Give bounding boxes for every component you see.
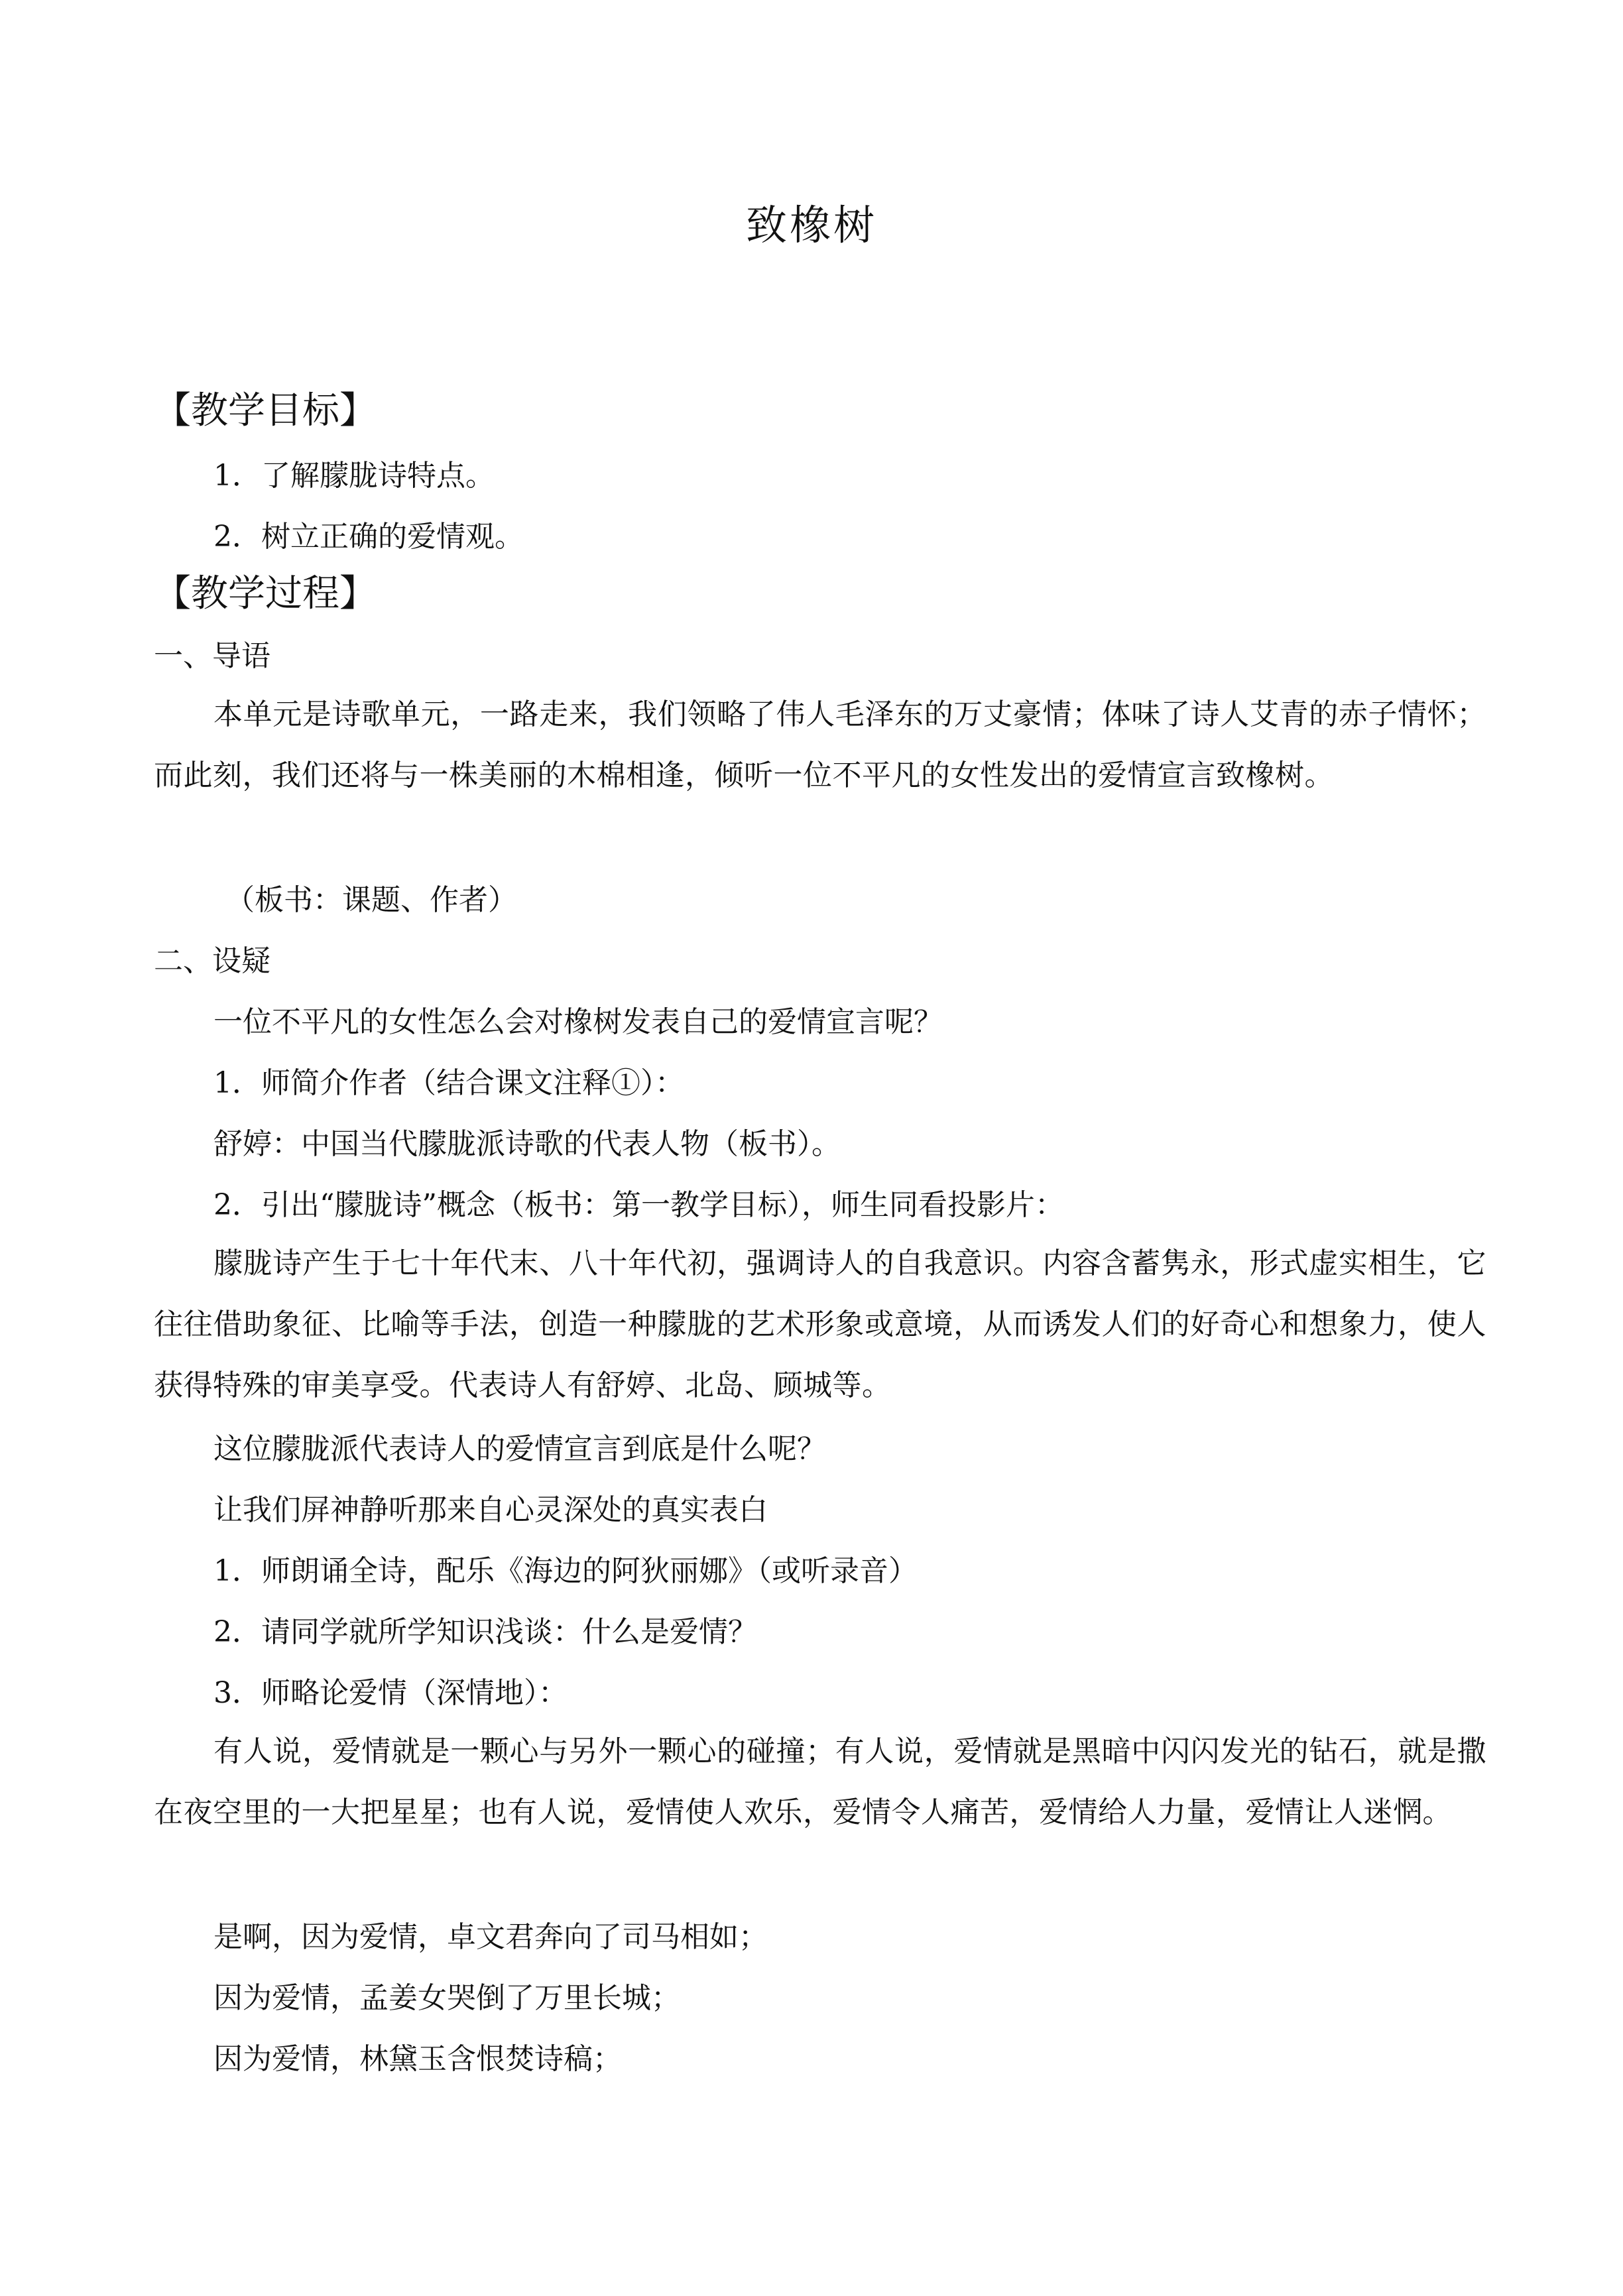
- example-line-1: 是啊，因为爱情，卓文君奔向了司马相如；: [213, 1920, 768, 1954]
- objective-item-2: 2．树立正确的爱情观。: [213, 520, 524, 554]
- step-concept: 2．引出“朦胧诗”概念（板书：第一教学目标），师生同看投影片：: [213, 1188, 1064, 1222]
- document-title: 致橡树: [745, 201, 877, 249]
- part1-heading: 一、导语: [154, 639, 270, 673]
- recite-line: 1．师朗诵全诗，配乐《海边的阿狄丽娜》（或听录音）: [213, 1554, 918, 1588]
- example-line-2: 因为爱情，孟姜女哭倒了万里长城；: [213, 1981, 680, 2015]
- example-line-3: 因为爱情，林黛玉含恨焚诗稿；: [213, 2042, 622, 2076]
- teacher-line: 3．师略论爱情（深情地）：: [213, 1676, 568, 1710]
- process-heading: 【教学过程】: [154, 572, 377, 615]
- author-line: 舒婷：中国当代朦胧派诗歌的代表人物（板书）。: [213, 1127, 841, 1161]
- board-note: （板书：课题、作者）: [225, 883, 517, 917]
- objectives-heading: 【教学目标】: [154, 389, 377, 432]
- step-author-intro: 1．师简介作者（结合课文注释①）：: [213, 1066, 684, 1100]
- intro-paragraph: 本单元是诗歌单元，一路走来，我们领略了伟人毛泽东的万丈豪情；体味了诗人艾青的赤子情怀；而此刻，我们还将与一株美丽的木棉相逢，倾听一位不平凡的女性发出的爱情宣言致橡树。: [154, 697, 1486, 792]
- objective-item-1: 1．了解朦胧诗特点。: [213, 459, 495, 493]
- question-line: 一位不平凡的女性怎么会对橡树发表自己的爱情宣言呢？: [213, 1005, 943, 1039]
- discuss-line: 2．请同学就所学知识浅谈：什么是爱情？: [213, 1615, 757, 1649]
- love-paragraph: 有人说，爱情就是一颗心与另外一颗心的碰撞；有人说，爱情就是黑暗中闪闪发光的钻石，就是撒在夜空里的一大把星星；也有人说，爱情使人欢乐，爱情令人痛苦，爱情给人力量，爱情让人迷惘。: [154, 1734, 1486, 1829]
- listen-line: 让我们屏神静听那来自心灵深处的真实表白: [213, 1493, 768, 1527]
- definition-paragraph: 朦胧诗产生于七十年代末、八十年代初，强调诗人的自我意识。内容含蓄隽永，形式虚实相生，它往往借助象征、比喻等手法，创造一种朦胧的艺术形象或意境，从而诱发人们的好奇心和想象力，使人获得特殊的审美享受。代表诗人有舒婷、北岛、顾城等。: [154, 1246, 1486, 1402]
- part2-heading: 二、设疑: [154, 944, 270, 978]
- question-two-line: 这位朦胧派代表诗人的爱情宣言到底是什么呢？: [213, 1432, 826, 1466]
